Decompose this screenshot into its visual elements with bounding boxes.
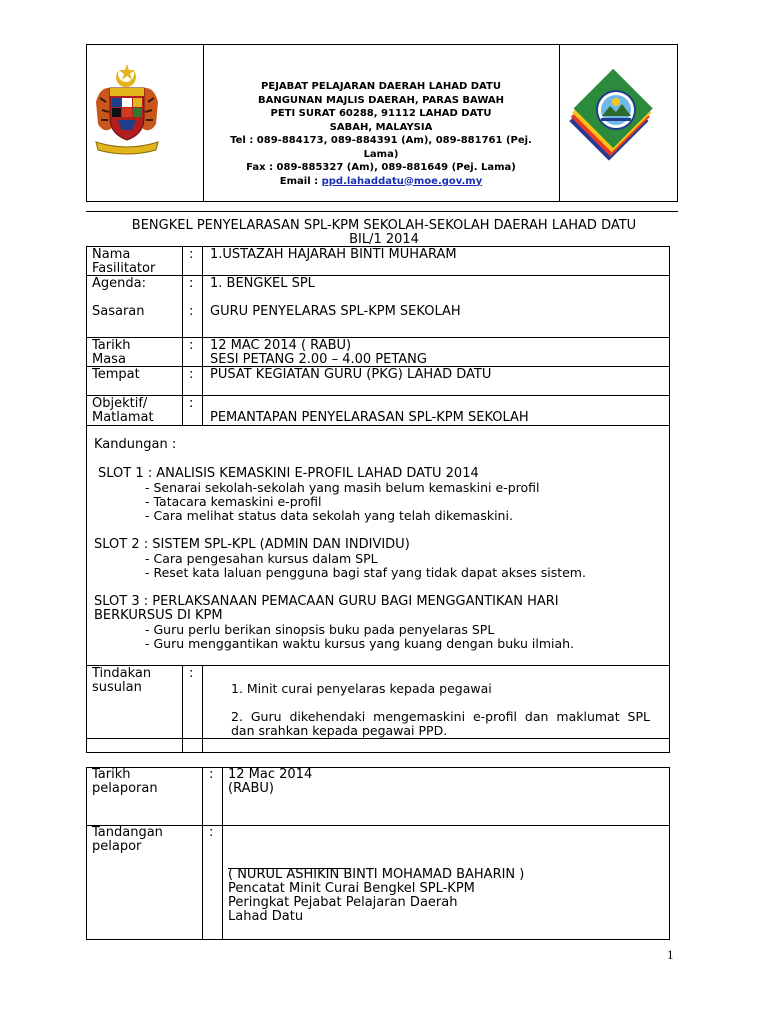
row-divider — [86, 425, 670, 426]
title-line-1: BENGKEL PENYELARASAN SPL-KPM SEKOLAH-SEKOLAH DAERAH LAHAD DATU — [131, 218, 637, 233]
colon: : — [189, 247, 194, 262]
fax-line: Fax : 089-885327 (Am), 089-881649 (Pej. Lama) — [246, 162, 516, 173]
row-divider — [86, 738, 670, 739]
tarikh-pelaporan-date: 12 Mac 2014 — [228, 767, 313, 782]
page-number: 1 — [667, 947, 674, 962]
objektif-label-line: Matlamat — [92, 410, 154, 425]
colon: : — [209, 825, 214, 840]
phone-line: Tel : 089-884173, 089-884391 (Am), 089-881761 (Pej. — [230, 135, 532, 146]
tarikh-pelaporan-value — [228, 768, 312, 796]
sasaran-label: Sasaran — [92, 304, 145, 319]
title-top-rule — [86, 211, 678, 212]
address-line: PETI SURAT 60288, 91112 LAHAD DATU — [270, 108, 492, 119]
nama-label-line: Fasilitator — [92, 261, 156, 276]
signer-role: Peringkat Pejabat Pelajaran Daerah — [228, 895, 458, 910]
colon: : — [189, 276, 194, 291]
slot3-title-line: SLOT 3 : PERLAKSANAAN PEMACAAN GURU BAGI MENGGANTIKAN HARI — [94, 594, 559, 609]
signer-role: Lahad Datu — [228, 909, 304, 924]
tindakan-col-line-2 — [202, 665, 203, 753]
agenda-label: Agenda: — [92, 276, 146, 291]
report-col-line-2 — [222, 767, 223, 940]
email-link[interactable]: ppd.lahaddatu@moe.gov.my — [321, 175, 483, 187]
row-divider — [86, 665, 670, 666]
signer-name: ( NURUL ASHIKIN BINTI MOHAMAD BAHARIN ) — [228, 867, 525, 882]
title-line-2: BIL/1 2014 — [349, 232, 419, 247]
tempat-label: Tempat — [92, 367, 140, 382]
colon: : — [189, 396, 194, 411]
colon: : — [189, 338, 194, 353]
list-item: - Cara melihat status data sekolah yang telah dikemaskini. — [145, 508, 513, 523]
tarikh-pelaporan-label-line: pelaporan — [92, 781, 158, 796]
tarikh-value: 12 MAC 2014 ( RABU) — [210, 338, 352, 353]
tindakan-item-1: 1. Minit curai penyelaras kepada pegawai — [231, 681, 492, 696]
nama-label — [92, 248, 155, 276]
tempat-value: PUSAT KEGIATAN GURU (PKG) LAHAD DATU — [210, 367, 492, 382]
nama-label-line: Nama — [92, 247, 131, 262]
list-item: - Guru perlu berikan sinopsis buku pada penyelaras SPL — [145, 622, 495, 637]
row-divider — [86, 275, 670, 276]
tarikh-pelaporan-label-line: Tarikh — [92, 767, 131, 782]
tindakan-col-line-1 — [182, 665, 183, 753]
masa-label: Masa — [92, 352, 126, 367]
address-line: PEJABAT PELAJARAN DAERAH LAHAD DATU — [261, 81, 501, 92]
address-line: SABAH, MALAYSIA — [329, 121, 433, 133]
tarikh-masa-value — [210, 339, 427, 367]
tindakan-label-line: susulan — [92, 680, 142, 695]
document-title — [86, 219, 682, 247]
objektif-value: PEMANTAPAN PENYELARASAN SPL-KPM SEKOLAH — [210, 410, 529, 425]
colon: : — [189, 666, 194, 681]
tindakan-item-2-line: 2. Guru dikehendaki mengemaskini e-profil dan maklumat SPL — [231, 709, 650, 724]
district-logo — [568, 66, 664, 162]
tandangan-label-line: pelapor — [92, 839, 142, 854]
phone-line: Lama) — [363, 148, 399, 160]
sasaran-value: GURU PENYELARAS SPL-KPM SEKOLAH — [210, 304, 461, 319]
tandangan-label — [92, 826, 163, 854]
list-item: - Tatacara kemaskini e-profil — [145, 494, 322, 509]
tindakan-label-line: Tindakan — [92, 666, 152, 681]
tindakan-item-2-line: dan srahkan kepada pegawai PPD. — [231, 723, 448, 738]
tandangan-label-line: Tandangan — [92, 825, 163, 840]
signer-role: Pencatat Minit Curai Bengkel SPL-KPM — [228, 881, 475, 896]
details-col-line-2 — [202, 246, 203, 425]
report-col-line-1 — [202, 767, 203, 940]
list-item: - Senarai sekolah-sekolah yang masih belum kemaskini e-profil — [145, 480, 540, 495]
address-line: BANGUNAN MAJLIS DAERAH, PARAS BAWAH — [257, 94, 505, 106]
row-divider — [86, 395, 670, 396]
slot2-items — [145, 552, 586, 580]
colon: : — [189, 367, 194, 382]
letterhead-divider-right — [559, 44, 560, 202]
agenda-value: 1. BENGKEL SPL — [210, 276, 315, 291]
colon: : — [209, 767, 214, 782]
tarikh-pelaporan-label — [92, 768, 158, 796]
tindakan-label — [92, 667, 151, 695]
email-label: Email : — [279, 175, 319, 187]
details-col-line-1 — [182, 246, 183, 425]
district-emblem-icon — [568, 66, 664, 162]
signer-block — [228, 868, 524, 924]
list-item: - Guru menggantikan waktu kursus yang kuang dengan buku ilmiah. — [145, 636, 575, 651]
nama-value: 1.USTAZAH HAJARAH BINTI MUHARAM — [210, 247, 457, 262]
coat-of-arms-icon — [92, 62, 162, 158]
tarikh-pelaporan-day: (RABU) — [228, 781, 274, 796]
slot2-title: SLOT 2 : SISTEM SPL-KPL (ADMIN DAN INDIVIDU) — [94, 537, 410, 552]
row-divider — [86, 337, 670, 338]
letterhead-address — [203, 80, 559, 188]
report-row-divider — [86, 825, 670, 826]
list-item: - Reset kata laluan pengguna bagi staf yang tidak dapat akses sistem. — [145, 565, 586, 580]
kandungan-heading: Kandungan : — [94, 437, 177, 452]
slot1-items — [145, 481, 540, 523]
objektif-label — [92, 397, 154, 425]
objektif-label-line: Objektif/ — [92, 396, 148, 411]
slot3-items — [145, 623, 574, 651]
coat-of-arms-logo — [92, 62, 162, 158]
slot3-title-line: BERKURSUS DI KPM — [94, 608, 223, 623]
tarikh-label: Tarikh — [92, 338, 131, 353]
email-line — [203, 175, 559, 189]
tindakan-item-2 — [231, 710, 663, 738]
slot1-title: SLOT 1 : ANALISIS KEMASKINI E-PROFIL LAHAD DATU 2014 — [98, 466, 479, 481]
colon: : — [189, 304, 194, 319]
tarikh-masa-label — [92, 339, 130, 367]
masa-value: SESI PETANG 2.00 – 4.00 PETANG — [210, 352, 427, 367]
list-item: - Cara pengesahan kursus dalam SPL — [145, 551, 378, 566]
slot3-title — [94, 595, 559, 623]
